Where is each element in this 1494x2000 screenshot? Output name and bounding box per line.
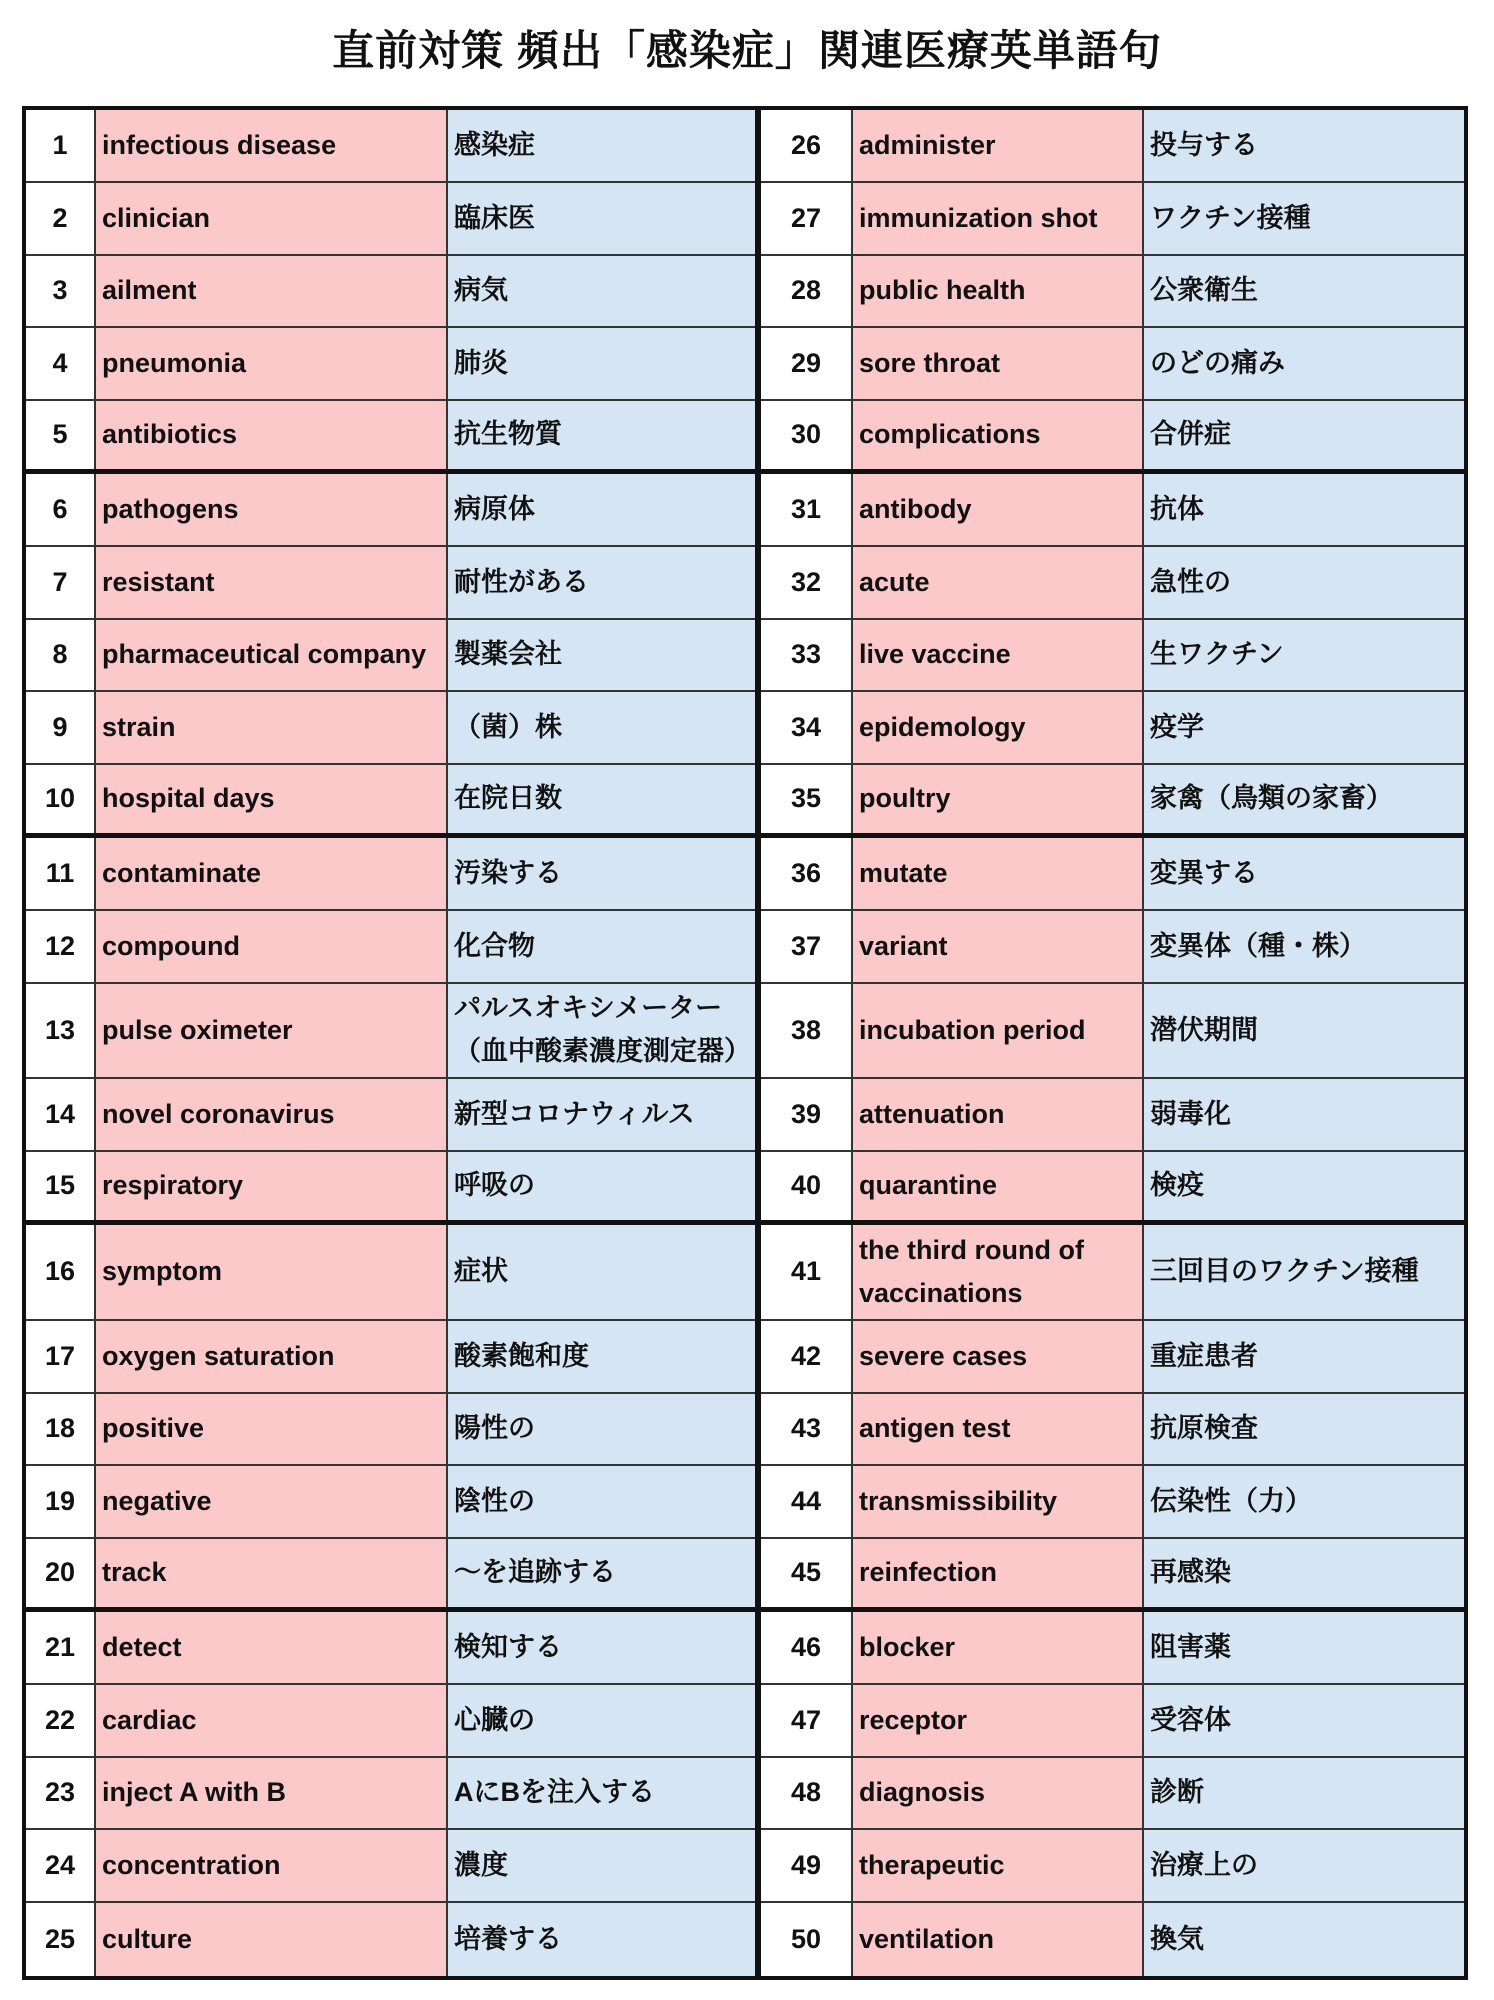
- japanese-translation: 濃度: [448, 1830, 755, 1901]
- english-term: pharmaceutical company: [96, 620, 448, 691]
- japanese-translation: 新型コロナウィルス: [448, 1079, 755, 1150]
- entry-number: 37: [761, 911, 853, 982]
- english-term: pathogens: [96, 474, 448, 545]
- table-row: [26, 838, 755, 911]
- english-term: respiratory: [96, 1152, 448, 1220]
- japanese-translation: 投与する: [1144, 110, 1464, 181]
- table-row: [761, 1612, 1464, 1685]
- entry-number: 41: [761, 1225, 853, 1319]
- entry-number: 27: [761, 183, 853, 254]
- table-row: [761, 911, 1464, 984]
- entry-number: 32: [761, 547, 853, 618]
- table-row: [761, 1685, 1464, 1758]
- entry-number: 48: [761, 1758, 853, 1829]
- english-term: severe cases: [853, 1321, 1144, 1392]
- entry-number: 3: [26, 256, 96, 327]
- japanese-translation: 受容体: [1144, 1685, 1464, 1756]
- entry-number: 36: [761, 838, 853, 909]
- japanese-translation: 生ワクチン: [1144, 620, 1464, 691]
- left-column-group: [26, 110, 755, 1976]
- english-term: novel coronavirus: [96, 1079, 448, 1150]
- japanese-translation: 三回目のワクチン接種: [1144, 1225, 1464, 1319]
- english-term: epidemology: [853, 692, 1144, 763]
- english-term: variant: [853, 911, 1144, 982]
- japanese-translation: AにBを注入する: [448, 1758, 755, 1829]
- table-row: [761, 1539, 1464, 1612]
- japanese-translation: 治療上の: [1144, 1830, 1464, 1901]
- japanese-translation: 診断: [1144, 1758, 1464, 1829]
- entry-number: 26: [761, 110, 853, 181]
- japanese-translation: 疫学: [1144, 692, 1464, 763]
- entry-number: 13: [26, 984, 96, 1078]
- table-row: [761, 1079, 1464, 1152]
- english-term: complications: [853, 401, 1144, 469]
- japanese-translation: パルスオキシメーター （血中酸素濃度測定器）: [448, 984, 755, 1078]
- entry-number: 16: [26, 1225, 96, 1319]
- table-row: [761, 1466, 1464, 1539]
- table-row: [761, 1152, 1464, 1225]
- english-term: transmissibility: [853, 1466, 1144, 1537]
- entry-number: 8: [26, 620, 96, 691]
- page-title: 直前対策 頻出「感染症」関連医療英単語句: [332, 27, 1162, 74]
- table-row: [26, 1321, 755, 1394]
- japanese-translation: 汚染する: [448, 838, 755, 909]
- entry-number: 12: [26, 911, 96, 982]
- japanese-translation: 抗体: [1144, 474, 1464, 545]
- entry-number: 30: [761, 401, 853, 469]
- japanese-translation: 抗原検査: [1144, 1394, 1464, 1465]
- table-row: [26, 474, 755, 547]
- table-row: [26, 1539, 755, 1612]
- table-row: [26, 1466, 755, 1539]
- english-term: reinfection: [853, 1539, 1144, 1607]
- english-term: inject A with B: [96, 1758, 448, 1829]
- table-row: [761, 401, 1464, 474]
- entry-number: 1: [26, 110, 96, 181]
- english-term: incubation period: [853, 984, 1144, 1078]
- japanese-translation: 重症患者: [1144, 1321, 1464, 1392]
- entry-number: 33: [761, 620, 853, 691]
- entry-number: 43: [761, 1394, 853, 1465]
- japanese-translation: のどの痛み: [1144, 328, 1464, 399]
- japanese-translation: 病気: [448, 256, 755, 327]
- japanese-translation: 家禽（鳥類の家畜）: [1144, 765, 1464, 833]
- table-row: [761, 1830, 1464, 1903]
- japanese-translation: 急性の: [1144, 547, 1464, 618]
- japanese-translation: 酸素飽和度: [448, 1321, 755, 1392]
- japanese-translation: 耐性がある: [448, 547, 755, 618]
- japanese-translation: 伝染性（力）: [1144, 1466, 1464, 1537]
- table-row: [26, 1079, 755, 1152]
- table-row: [26, 256, 755, 329]
- english-term: contaminate: [96, 838, 448, 909]
- japanese-translation: 製薬会社: [448, 620, 755, 691]
- entry-number: 40: [761, 1152, 853, 1220]
- entry-number: 9: [26, 692, 96, 763]
- table-row: [26, 328, 755, 401]
- japanese-translation: ワクチン接種: [1144, 183, 1464, 254]
- table-row: [761, 1394, 1464, 1467]
- japanese-translation: 合併症: [1144, 401, 1464, 469]
- right-column-group: [761, 110, 1464, 1976]
- table-row: [26, 183, 755, 256]
- table-row: [26, 401, 755, 474]
- english-term: antibody: [853, 474, 1144, 545]
- japanese-translation: 化合物: [448, 911, 755, 982]
- english-term: attenuation: [853, 1079, 1144, 1150]
- entry-number: 28: [761, 256, 853, 327]
- japanese-translation: （菌）株: [448, 692, 755, 763]
- table-row: [26, 1830, 755, 1903]
- table-row: [26, 1758, 755, 1831]
- japanese-translation: 再感染: [1144, 1539, 1464, 1607]
- japanese-translation: 肺炎: [448, 328, 755, 399]
- entry-number: 31: [761, 474, 853, 545]
- table-row: [761, 838, 1464, 911]
- english-term: antigen test: [853, 1394, 1144, 1465]
- entry-number: 49: [761, 1830, 853, 1901]
- japanese-translation: 陰性の: [448, 1466, 755, 1537]
- entry-number: 23: [26, 1758, 96, 1829]
- japanese-translation: 呼吸の: [448, 1152, 755, 1220]
- table-row: [761, 1758, 1464, 1831]
- table-row: [26, 1685, 755, 1758]
- table-row: [761, 692, 1464, 765]
- table-row: [761, 328, 1464, 401]
- table-row: [26, 765, 755, 838]
- entry-number: 6: [26, 474, 96, 545]
- entry-number: 21: [26, 1612, 96, 1683]
- japanese-translation: ～を追跡する: [448, 1539, 755, 1607]
- entry-number: 5: [26, 401, 96, 469]
- entry-number: 47: [761, 1685, 853, 1756]
- japanese-translation: 換気: [1144, 1903, 1464, 1976]
- vocabulary-table: [22, 106, 1468, 1980]
- japanese-translation: 変異する: [1144, 838, 1464, 909]
- english-term: compound: [96, 911, 448, 982]
- english-term: administer: [853, 110, 1144, 181]
- japanese-translation: 検知する: [448, 1612, 755, 1683]
- entry-number: 4: [26, 328, 96, 399]
- english-term: hospital days: [96, 765, 448, 833]
- table-row: [761, 620, 1464, 693]
- english-term: strain: [96, 692, 448, 763]
- english-term: cardiac: [96, 1685, 448, 1756]
- japanese-translation: 変異体（種・株）: [1144, 911, 1464, 982]
- english-term: pneumonia: [96, 328, 448, 399]
- english-term: track: [96, 1539, 448, 1607]
- table-row: [761, 1225, 1464, 1321]
- english-term: live vaccine: [853, 620, 1144, 691]
- table-row: [761, 984, 1464, 1080]
- table-row: [26, 692, 755, 765]
- english-term: sore throat: [853, 328, 1144, 399]
- entry-number: 17: [26, 1321, 96, 1392]
- english-term: antibiotics: [96, 401, 448, 469]
- english-term: infectious disease: [96, 110, 448, 181]
- entry-number: 29: [761, 328, 853, 399]
- entry-number: 25: [26, 1903, 96, 1976]
- table-row: [761, 1903, 1464, 1976]
- japanese-translation: 公衆衛生: [1144, 256, 1464, 327]
- english-term: quarantine: [853, 1152, 1144, 1220]
- table-row: [26, 620, 755, 693]
- entry-number: 14: [26, 1079, 96, 1150]
- entry-number: 15: [26, 1152, 96, 1220]
- entry-number: 22: [26, 1685, 96, 1756]
- table-row: [26, 1903, 755, 1976]
- entry-number: 2: [26, 183, 96, 254]
- english-term: diagnosis: [853, 1758, 1144, 1829]
- english-term: ailment: [96, 256, 448, 327]
- japanese-translation: 弱毒化: [1144, 1079, 1464, 1150]
- entry-number: 46: [761, 1612, 853, 1683]
- entry-number: 10: [26, 765, 96, 833]
- table-row: [26, 547, 755, 620]
- english-term: clinician: [96, 183, 448, 254]
- english-term: pulse oximeter: [96, 984, 448, 1078]
- english-term: therapeutic: [853, 1830, 1144, 1901]
- english-term: culture: [96, 1903, 448, 1976]
- english-term: immunization shot: [853, 183, 1144, 254]
- entry-number: 24: [26, 1830, 96, 1901]
- english-term: the third round of vaccinations: [853, 1225, 1144, 1319]
- japanese-translation: 検疫: [1144, 1152, 1464, 1220]
- entry-number: 50: [761, 1903, 853, 1976]
- japanese-translation: 陽性の: [448, 1394, 755, 1465]
- entry-number: 19: [26, 1466, 96, 1537]
- table-row: [761, 183, 1464, 256]
- english-term: mutate: [853, 838, 1144, 909]
- english-term: symptom: [96, 1225, 448, 1319]
- table-row: [761, 1321, 1464, 1394]
- entry-number: 18: [26, 1394, 96, 1465]
- entry-number: 45: [761, 1539, 853, 1607]
- english-term: resistant: [96, 547, 448, 618]
- table-row: [26, 1394, 755, 1467]
- english-term: poultry: [853, 765, 1144, 833]
- entry-number: 7: [26, 547, 96, 618]
- entry-number: 35: [761, 765, 853, 833]
- japanese-translation: 潜伏期間: [1144, 984, 1464, 1078]
- entry-number: 38: [761, 984, 853, 1078]
- table-row: [26, 110, 755, 183]
- entry-number: 11: [26, 838, 96, 909]
- table-row: [26, 1152, 755, 1225]
- table-row: [26, 1225, 755, 1321]
- table-row: [761, 547, 1464, 620]
- japanese-translation: 培養する: [448, 1903, 755, 1976]
- table-row: [761, 110, 1464, 183]
- english-term: acute: [853, 547, 1144, 618]
- japanese-translation: 阻害薬: [1144, 1612, 1464, 1683]
- entry-number: 20: [26, 1539, 96, 1607]
- japanese-translation: 抗生物質: [448, 401, 755, 469]
- entry-number: 39: [761, 1079, 853, 1150]
- table-row: [26, 984, 755, 1080]
- japanese-translation: 臨床医: [448, 183, 755, 254]
- english-term: oxygen saturation: [96, 1321, 448, 1392]
- table-row: [761, 256, 1464, 329]
- english-term: concentration: [96, 1830, 448, 1901]
- table-row: [761, 474, 1464, 547]
- entry-number: 42: [761, 1321, 853, 1392]
- japanese-translation: 感染症: [448, 110, 755, 181]
- english-term: detect: [96, 1612, 448, 1683]
- english-term: negative: [96, 1466, 448, 1537]
- table-row: [26, 911, 755, 984]
- japanese-translation: 心臓の: [448, 1685, 755, 1756]
- japanese-translation: 病原体: [448, 474, 755, 545]
- english-term: public health: [853, 256, 1144, 327]
- entry-number: 44: [761, 1466, 853, 1537]
- english-term: blocker: [853, 1612, 1144, 1683]
- table-row: [761, 765, 1464, 838]
- english-term: positive: [96, 1394, 448, 1465]
- table-row: [26, 1612, 755, 1685]
- english-term: receptor: [853, 1685, 1144, 1756]
- japanese-translation: 症状: [448, 1225, 755, 1319]
- english-term: ventilation: [853, 1903, 1144, 1976]
- entry-number: 34: [761, 692, 853, 763]
- japanese-translation: 在院日数: [448, 765, 755, 833]
